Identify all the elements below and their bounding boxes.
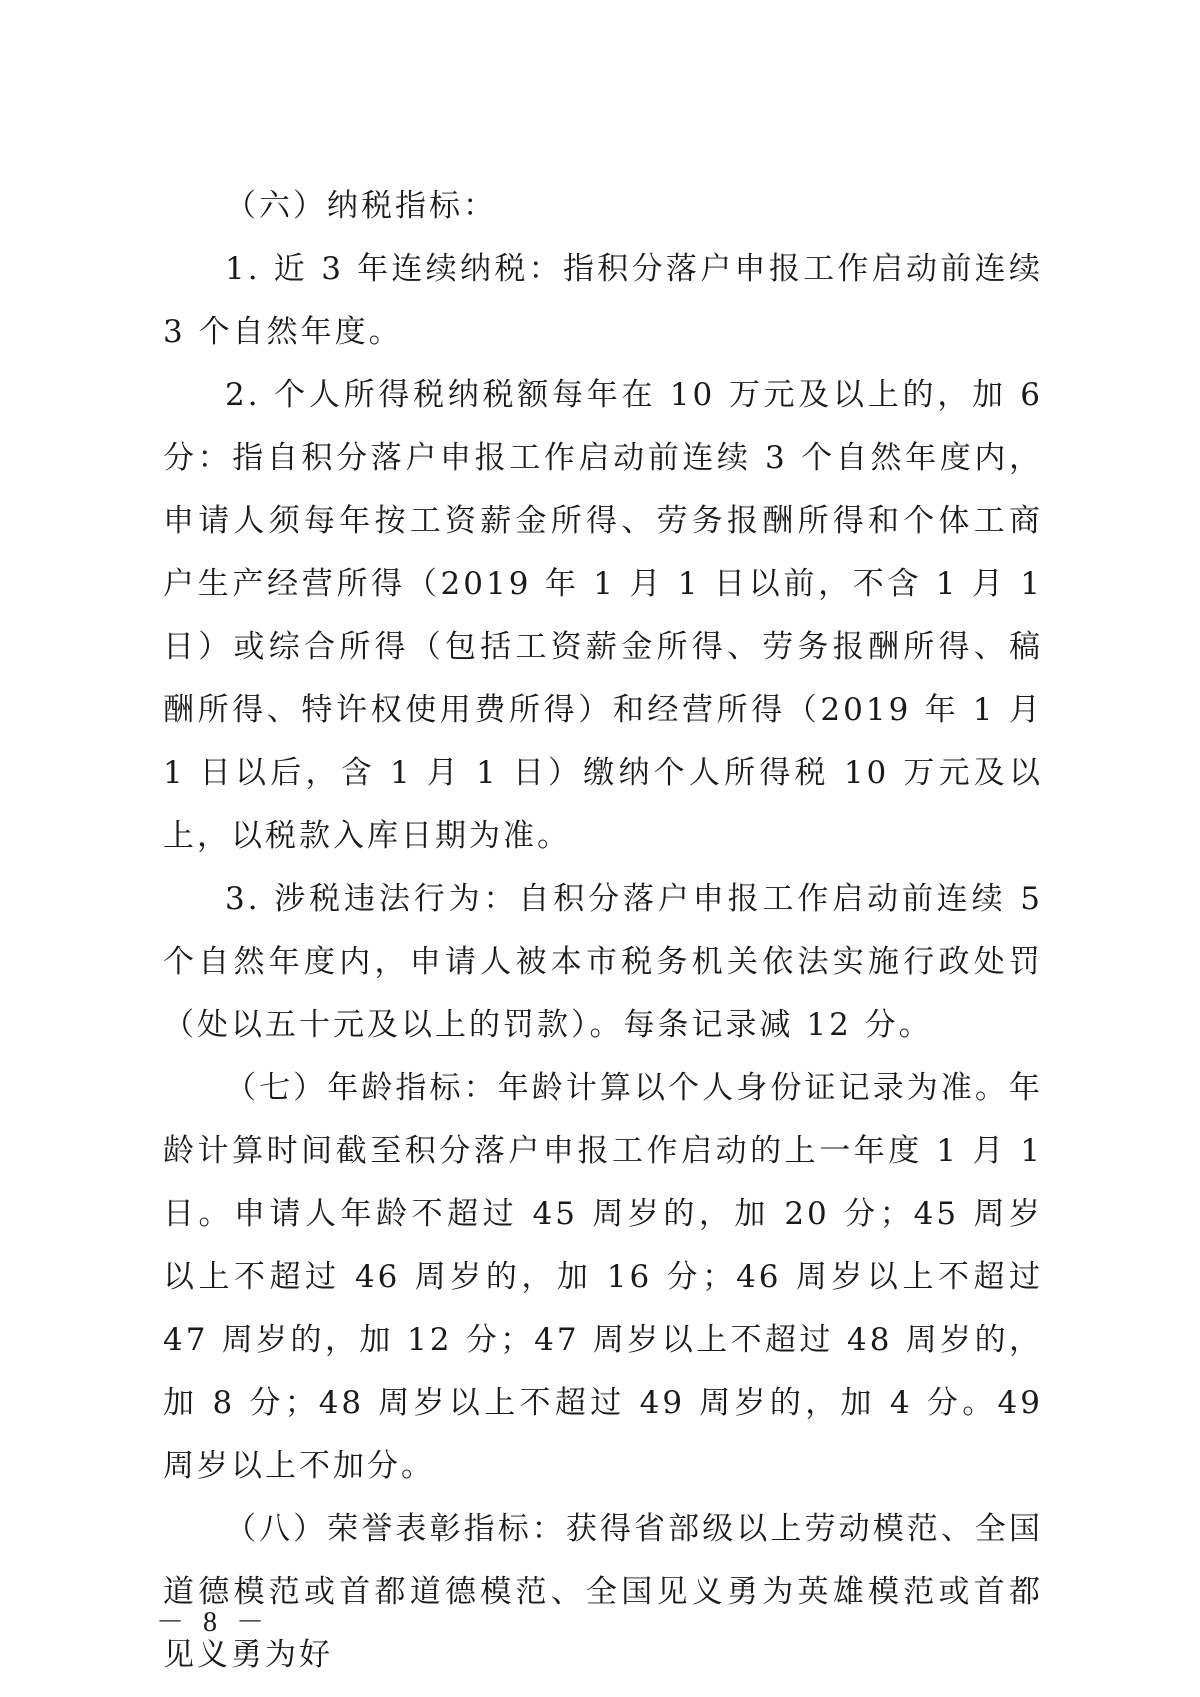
section-heading-tax: （六）纳税指标： bbox=[225, 188, 497, 224]
section-age-indicator: （七）年龄指标：年龄计算以个人身份证记录为准。年龄计算时间截至积分落户申报工作启动的上一年度 1 月 1 日。申请人年龄不超过 45 周岁的，加 20 分；45 周岁以上不超过 46 周岁的，加 16 分；46 周岁以上不超过 47 周岁的，加 12 分；47 周岁以上不超过 48 周岁的，加 8 分；48 周岁以上不超过 49 周岁的，加 4 分。49 周岁以上不加分。 bbox=[163, 1070, 1043, 1484]
paragraph-consecutive-tax: 1. 近 3 年连续纳税：指积分落户申报工作启动前连续 3 个自然年度。 bbox=[163, 251, 1043, 350]
page-number: － 8 － bbox=[156, 1607, 271, 1638]
paragraph-income-tax-amount: 2. 个人所得税纳税额每年在 10 万元及以上的，加 6 分：指自积分落户申报工作启动前连续 3 个自然年度内，申请人须每年按工资薪金所得、劳务报酬所得和个体工商户生产经营所得（2019 年 1 月 1 日以前，不含 1 月 1 日）或综合所得（包括工资薪金所得、劳务报酬所得、稿酬所得、特许权使用费所得）和经营所得（2019 年 1 月 1 日以后，含 1 月 1 日）缴纳个人所得税 10 万元及以上，以税款入库日期为准。 bbox=[163, 377, 1043, 854]
paragraph-tax-violation: 3. 涉税违法行为：自积分落户申报工作启动前连续 5 个自然年度内，申请人被本市税务机关依法实施行政处罚（处以五十元及以上的罚款）。每条记录减 12 分。 bbox=[163, 881, 1043, 1043]
section-honor-indicator: （八）荣誉表彰指标：获得省部级以上劳动模范、全国道德模范或首都道德模范、全国见义勇为英雄模范或首都见义勇为好 bbox=[163, 1511, 1043, 1673]
document-body bbox=[163, 175, 1043, 1687]
